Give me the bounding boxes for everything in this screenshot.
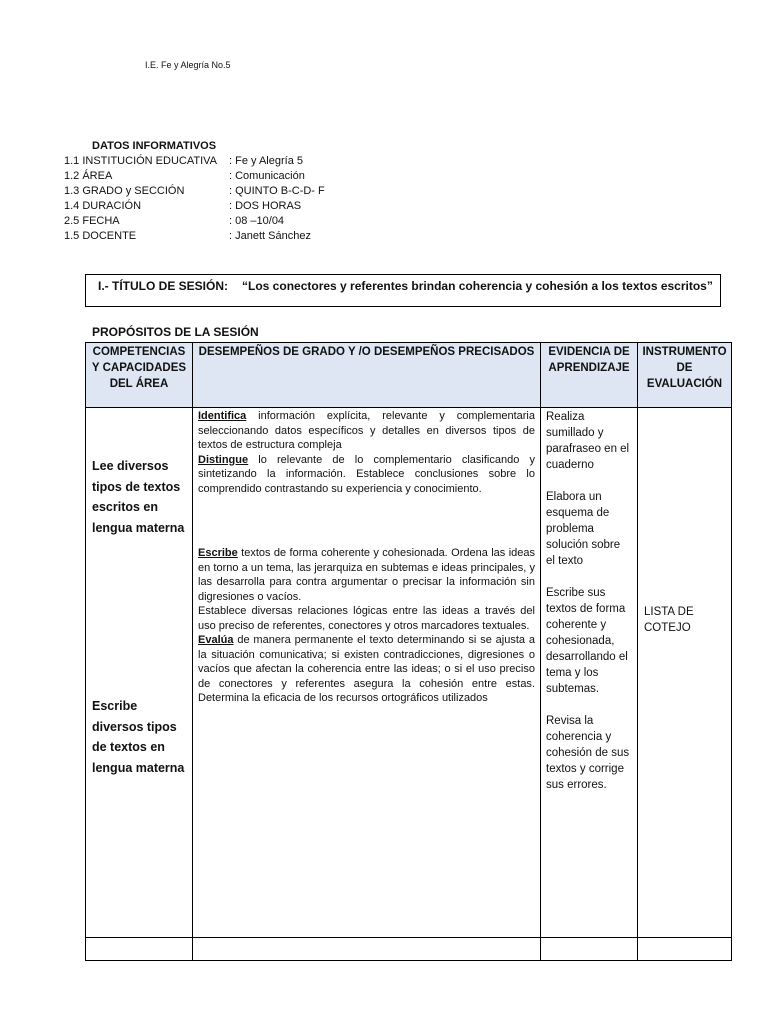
info-value: : Janett Sánchez [229,230,311,242]
info-row [64,214,325,229]
session-label: I.- TÍTULO DE SESIÓN: [98,279,229,293]
evidencia-item: Elabora un esquema de problema solución sobre el texto [546,491,621,567]
competencia-escribe: Escribe diversos tipos de textos en lengua materna [92,699,185,775]
purposes-heading: PROPÓSITOS DE LA SESIÓN [92,325,259,339]
desempeno-text: lo relevante de lo complementario clasificando y sintetizando la información. Establece conclusiones sobre lo comprendido contrastando su experiencia y conocimiento. [198,453,535,495]
desempeno-item [198,604,535,633]
empty-cell [541,938,638,961]
desempeno-text: Establece diversas relaciones lógicas entre las ideas a través del uso preciso de referentes, conectores y otros marcadores textuales. [198,605,535,632]
desempeno-text: información explícita, relevante y complementaria seleccionando datos específicos y detalles en diversos tipos de textos de estructura compleja [198,410,535,451]
info-label: 1.2 ÁREA [64,170,113,182]
empty-cell [193,938,541,961]
evidencia-item: Realiza sumillado y parafraseo en el cuaderno [546,411,630,471]
info-label: 1.3 GRADO y SECCIÓN [64,185,185,197]
instrumento-cell [638,408,732,938]
empty-cell [86,938,193,961]
desempeno-verb: Distingue [198,453,249,466]
header-instrumento: INSTRUMENTO DE EVALUACIÓN [638,343,732,408]
header-competencias: COMPETENCIAS Y CAPACIDADES DEL ÁREA [86,343,193,408]
evidencias-cell [541,408,638,938]
session-title: “Los conectores y referentes brindan coherencia y cohesión a los textos escritos” [242,279,713,293]
info-label: 2.5 FECHA [64,215,120,227]
desempeno-verb: Evalúa [198,634,234,646]
info-heading: DATOS INFORMATIVOS [92,140,217,152]
desempeno-item [198,453,535,497]
info-value: : QUINTO B-C-D- F [229,185,325,197]
desempeno-text: de manera permanente el texto determinando si se ajusta a la situación comunicativa; si existen contradicciones, digresiones o vacíos que afectan la coherencia entre las ideas; o si el uso preciso de conectores y referentes asegura la cohesión entre estas. Determina la eficacia de los recursos ortográficos utilizados [198,634,535,704]
info-label: 1.4 DURACIÓN [64,200,142,212]
info-row [64,184,325,199]
desempeno-item [198,546,535,604]
desempeno-item [198,409,535,453]
info-value: : DOS HORAS [229,200,302,212]
info-label: 1.1 INSTITUCIÓN EDUCATIVA [64,155,218,167]
info-block [64,139,325,244]
session-title-box [85,274,721,307]
info-row [64,199,325,214]
header-desempenos: DESEMPEÑOS DE GRADO Y /O DESEMPEÑOS PRECISADOS [193,343,541,408]
purposes-table [85,342,732,961]
desempeno-text: textos de forma coherente y cohesionada. Ordena las ideas en torno a un tema, las jerarquiza en subtemas e ideas principales, y las desarrolla para contra argumentar o precisar la información sin digresiones o vacíos. [198,547,535,603]
info-value: : Fe y Alegría 5 [229,155,303,167]
evidencia-item: Escribe sus textos de forma coherente y cohesionada, desarrollando el tema y los subtemas. [546,587,628,695]
empty-cell [638,938,732,961]
info-row [64,169,325,184]
desempenos-cell [193,408,541,938]
info-label: 1.5 DOCENTE [64,230,137,242]
competencia-lee: Lee diversos tipos de textos escritos en lengua materna [92,459,185,535]
info-value: : 08 –10/04 [229,215,285,227]
desempeno-verb: Escribe [198,547,238,559]
evidencia-item: Revisa la coherencia y cohesión de sus textos y corrige sus errores. [546,715,630,791]
info-row [64,229,325,244]
school-name: I.E. Fe y Alegría No.5 [145,60,231,70]
header-evidencia: EVIDENCIA DE APRENDIZAJE [541,343,638,408]
desempeno-verb: Identifica [198,410,247,422]
info-value: : Comunicación [229,170,305,182]
instrumento-value: LISTA DE COTEJO [644,606,694,634]
info-row [64,154,325,169]
competencias-cell [86,408,193,938]
desempeno-item [198,633,535,706]
